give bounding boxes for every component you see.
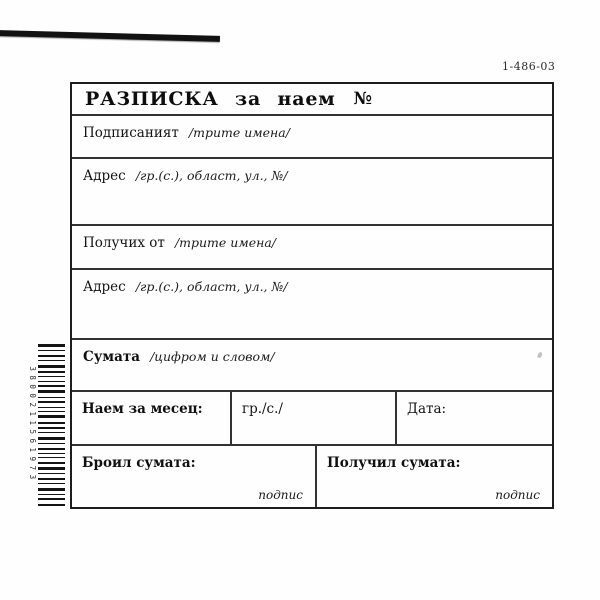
date-label: Дата: — [407, 401, 447, 417]
form-title-row — [72, 84, 552, 114]
field-counted-sum — [72, 446, 315, 507]
received-from-hint: /трите имена/ — [174, 235, 276, 250]
address1-label: Адрес — [83, 168, 126, 184]
barcode-digits: 3800211561973 — [28, 366, 37, 484]
received-sum-label: Получил сумата: — [327, 455, 461, 471]
form-title: РАЗПИСКА за наем — [85, 88, 336, 110]
receipt-number-label: № — [353, 89, 372, 109]
barcode — [28, 344, 66, 506]
field-signed-name — [72, 114, 552, 157]
field-date — [395, 392, 552, 444]
city-label: гр./с./ — [242, 401, 283, 417]
signed-hint: /трите имена/ — [188, 125, 290, 140]
barcode-bars-icon — [38, 344, 65, 506]
scan-edge-artifact — [0, 30, 220, 42]
receipt-form — [70, 82, 554, 509]
field-address-2 — [72, 268, 552, 338]
received-from-label: Получих от — [83, 235, 165, 251]
field-sum — [72, 338, 552, 390]
field-city — [230, 392, 395, 444]
address1-hint: /гр.(с.), област, ул., №/ — [135, 168, 288, 183]
field-received-from — [72, 224, 552, 268]
signed-label: Подписаният — [83, 125, 179, 141]
address2-label: Адрес — [83, 279, 126, 295]
form-code: 1-486-03 — [502, 60, 556, 73]
sum-label: Сумата — [83, 349, 140, 365]
received-signature-label: подпис — [495, 488, 540, 502]
field-rent-month — [72, 392, 230, 444]
counted-signature-label: подпис — [258, 488, 303, 502]
field-address-1 — [72, 157, 552, 224]
address2-hint: /гр.(с.), област, ул., №/ — [135, 279, 288, 294]
rent-month-label: Наем за месец: — [82, 401, 203, 417]
field-received-sum — [315, 446, 552, 507]
sum-hint: /цифром и словом/ — [150, 349, 275, 364]
row-month-city-date — [72, 390, 552, 444]
row-signatures — [72, 444, 552, 507]
counted-sum-label: Броил сумата: — [82, 455, 196, 471]
